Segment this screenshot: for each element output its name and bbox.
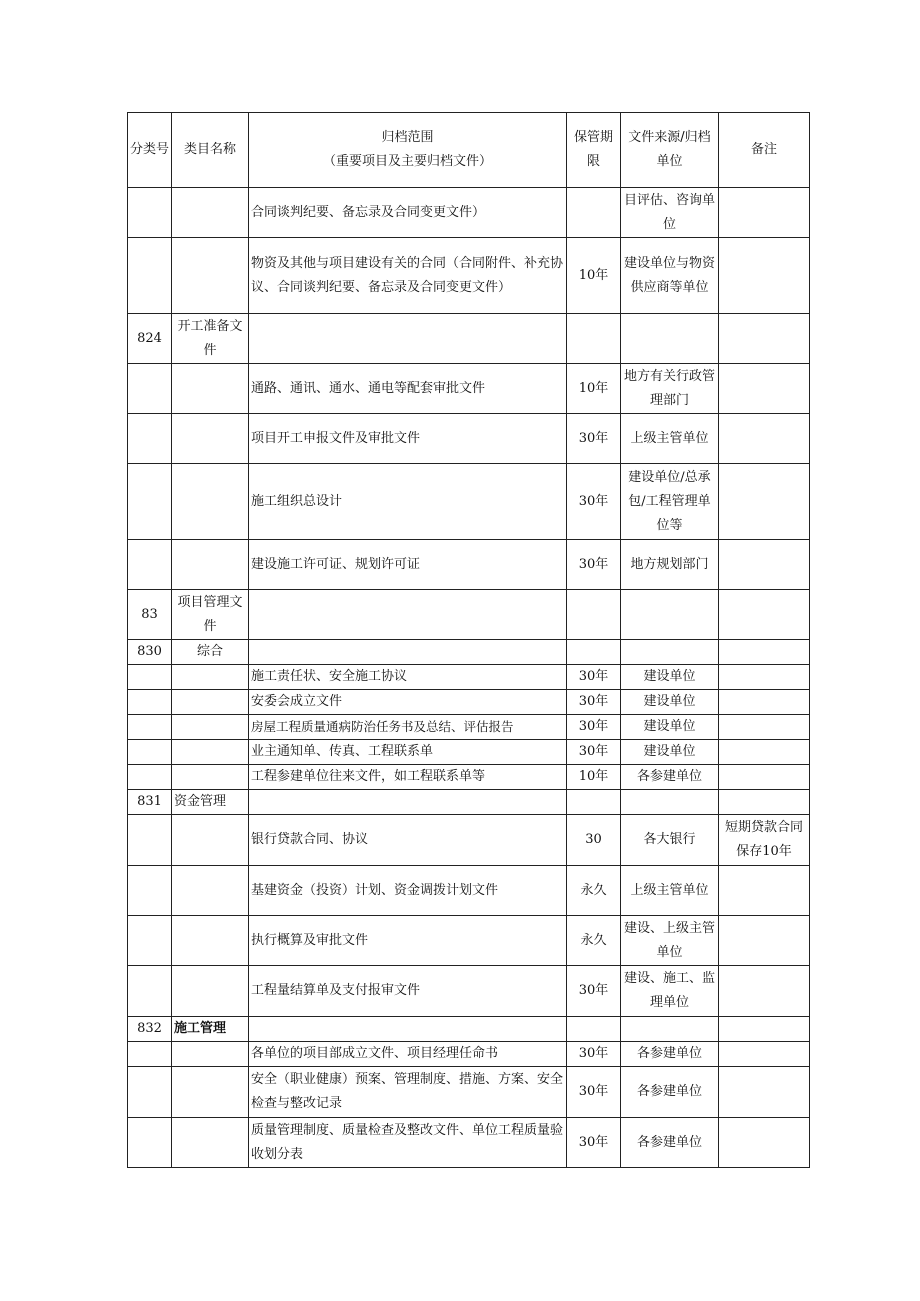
cell-source: 建设单位 — [621, 715, 719, 740]
cell-period: 30年 — [567, 464, 621, 540]
cell-code — [128, 665, 172, 690]
archive-scope-table — [127, 112, 810, 1168]
cell-category — [172, 740, 249, 765]
table-row — [128, 916, 810, 966]
table-row — [128, 414, 810, 464]
cell-source — [621, 640, 719, 665]
cell-period: 30年 — [567, 966, 621, 1017]
cell-category: 施工管理 — [172, 1017, 249, 1042]
cell-remark — [719, 238, 810, 314]
cell-source: 建设单位 — [621, 740, 719, 765]
header-remark: 备注 — [719, 113, 810, 188]
cell-scope: 银行贷款合同、协议 — [249, 815, 567, 866]
table-row — [128, 1118, 810, 1168]
cell-period: 30 — [567, 815, 621, 866]
cell-category: 项目管理文件 — [172, 590, 249, 640]
table-row — [128, 740, 810, 765]
cell-scope: 安全（职业健康）预案、管理制度、措施、方案、安全检查与整改记录 — [249, 1067, 567, 1118]
cell-scope — [249, 314, 567, 364]
cell-scope: 施工组织总设计 — [249, 464, 567, 540]
cell-category — [172, 715, 249, 740]
cell-scope: 安委会成立文件 — [249, 690, 567, 715]
cell-scope: 执行概算及审批文件 — [249, 916, 567, 966]
cell-code — [128, 866, 172, 916]
cell-source: 上级主管单位 — [621, 414, 719, 464]
header-code: 分类号 — [128, 113, 172, 188]
cell-code — [128, 715, 172, 740]
cell-remark — [719, 590, 810, 640]
table-row — [128, 690, 810, 715]
cell-period — [567, 640, 621, 665]
cell-period: 永久 — [567, 916, 621, 966]
cell-remark — [719, 364, 810, 414]
table-row — [128, 540, 810, 590]
cell-source: 建设单位 — [621, 690, 719, 715]
header-source: 文件来源/归档单位 — [621, 113, 719, 188]
cell-period — [567, 590, 621, 640]
cell-scope: 合同谈判纪要、备忘录及合同变更文件） — [249, 188, 567, 238]
cell-code — [128, 815, 172, 866]
cell-code — [128, 1042, 172, 1067]
cell-period: 30年 — [567, 1118, 621, 1168]
cell-remark — [719, 966, 810, 1017]
cell-period: 10年 — [567, 238, 621, 314]
table-row — [128, 790, 810, 815]
header-period: 保管期限 — [567, 113, 621, 188]
cell-category — [172, 414, 249, 464]
cell-remark — [719, 916, 810, 966]
header-scope-subtitle: （重要项目及主要归档文件） — [322, 154, 492, 169]
cell-period: 30年 — [567, 690, 621, 715]
cell-remark — [719, 866, 810, 916]
cell-category — [172, 665, 249, 690]
cell-period: 30年 — [567, 740, 621, 765]
cell-source: 建设单位 — [621, 665, 719, 690]
cell-remark — [719, 790, 810, 815]
table-row — [128, 314, 810, 364]
cell-category — [172, 1118, 249, 1168]
cell-code: 83 — [128, 590, 172, 640]
cell-code — [128, 1067, 172, 1118]
cell-remark — [719, 765, 810, 790]
table-row — [128, 640, 810, 665]
table-row — [128, 364, 810, 414]
cell-remark: 短期贷款合同保存10年 — [719, 815, 810, 866]
cell-scope: 各单位的项目部成立文件、项目经理任命书 — [249, 1042, 567, 1067]
cell-category — [172, 765, 249, 790]
cell-period: 30年 — [567, 665, 621, 690]
cell-category — [172, 815, 249, 866]
cell-category — [172, 916, 249, 966]
cell-remark — [719, 715, 810, 740]
cell-period: 10年 — [567, 765, 621, 790]
cell-period: 30年 — [567, 540, 621, 590]
header-scope-title: 归档范围 — [381, 130, 434, 145]
cell-period — [567, 790, 621, 815]
cell-source: 建设、施工、监理单位 — [621, 966, 719, 1017]
table-row — [128, 665, 810, 690]
table-row — [128, 238, 810, 314]
cell-scope: 项目开工申报文件及审批文件 — [249, 414, 567, 464]
cell-source: 建设、上级主管单位 — [621, 916, 719, 966]
cell-code: 832 — [128, 1017, 172, 1042]
table-row — [128, 866, 810, 916]
cell-period: 30年 — [567, 1067, 621, 1118]
cell-scope: 基建资金（投资）计划、资金调拨计划文件 — [249, 866, 567, 916]
cell-source — [621, 314, 719, 364]
table-row — [128, 715, 810, 740]
cell-category — [172, 238, 249, 314]
cell-scope: 物资及其他与项目建设有关的合同（合同附件、补充协议、合同谈判纪要、备忘录及合同变更文件） — [249, 238, 567, 314]
cell-period — [567, 1017, 621, 1042]
cell-source: 各参建单位 — [621, 765, 719, 790]
cell-source: 各大银行 — [621, 815, 719, 866]
table-row — [128, 1067, 810, 1118]
cell-scope: 施工责任状、安全施工协议 — [249, 665, 567, 690]
cell-source — [621, 1017, 719, 1042]
cell-source — [621, 590, 719, 640]
cell-source: 各参建单位 — [621, 1118, 719, 1168]
cell-source: 建设单位/总承包/工程管理单位等 — [621, 464, 719, 540]
table-header-row — [128, 113, 810, 188]
cell-code — [128, 188, 172, 238]
cell-scope — [249, 640, 567, 665]
cell-remark — [719, 188, 810, 238]
cell-category: 开工准备文件 — [172, 314, 249, 364]
cell-scope: 工程量结算单及支付报审文件 — [249, 966, 567, 1017]
cell-remark — [719, 540, 810, 590]
cell-remark — [719, 690, 810, 715]
cell-period — [567, 188, 621, 238]
cell-source — [621, 790, 719, 815]
cell-scope: 通路、通讯、通水、通电等配套审批文件 — [249, 364, 567, 414]
cell-code: 831 — [128, 790, 172, 815]
cell-scope: 质量管理制度、质量检查及整改文件、单位工程质量验收划分表 — [249, 1118, 567, 1168]
cell-code: 830 — [128, 640, 172, 665]
cell-period: 30年 — [567, 1042, 621, 1067]
cell-period: 30年 — [567, 715, 621, 740]
cell-remark — [719, 314, 810, 364]
table-row — [128, 815, 810, 866]
cell-category — [172, 1067, 249, 1118]
table-row — [128, 188, 810, 238]
cell-source: 上级主管单位 — [621, 866, 719, 916]
cell-scope: 业主通知单、传真、工程联系单 — [249, 740, 567, 765]
table-row — [128, 464, 810, 540]
header-scope — [249, 113, 567, 188]
cell-code — [128, 1118, 172, 1168]
cell-source: 地方规划部门 — [621, 540, 719, 590]
cell-remark — [719, 740, 810, 765]
table-row — [128, 590, 810, 640]
cell-source: 地方有关行政管理部门 — [621, 364, 719, 414]
cell-category — [172, 540, 249, 590]
cell-scope — [249, 1017, 567, 1042]
cell-period: 10年 — [567, 364, 621, 414]
cell-scope — [249, 590, 567, 640]
cell-category — [172, 690, 249, 715]
table-row — [128, 1017, 810, 1042]
cell-remark — [719, 1042, 810, 1067]
cell-code — [128, 414, 172, 464]
cell-remark — [719, 665, 810, 690]
cell-source: 目评估、咨询单位 — [621, 188, 719, 238]
cell-source: 各参建单位 — [621, 1067, 719, 1118]
cell-code — [128, 690, 172, 715]
cell-category: 综合 — [172, 640, 249, 665]
table-row — [128, 765, 810, 790]
cell-scope — [249, 790, 567, 815]
cell-source: 建设单位与物资供应商等单位 — [621, 238, 719, 314]
cell-remark — [719, 1067, 810, 1118]
cell-code — [128, 740, 172, 765]
cell-category: 资金管理 — [172, 790, 249, 815]
cell-source: 各参建单位 — [621, 1042, 719, 1067]
cell-category — [172, 364, 249, 414]
cell-remark — [719, 640, 810, 665]
header-category: 类目名称 — [172, 113, 249, 188]
cell-period — [567, 314, 621, 364]
cell-code — [128, 238, 172, 314]
table-row — [128, 1042, 810, 1067]
cell-category — [172, 1042, 249, 1067]
cell-code — [128, 916, 172, 966]
cell-category — [172, 966, 249, 1017]
table-row — [128, 966, 810, 1017]
cell-code: 824 — [128, 314, 172, 364]
cell-remark — [719, 414, 810, 464]
cell-scope: 房屋工程质量通病防治任务书及总结、评估报告 — [249, 715, 567, 740]
cell-scope: 建设施工许可证、规划许可证 — [249, 540, 567, 590]
cell-code — [128, 364, 172, 414]
cell-category — [172, 464, 249, 540]
cell-remark — [719, 1118, 810, 1168]
cell-remark — [719, 1017, 810, 1042]
cell-code — [128, 464, 172, 540]
cell-code — [128, 966, 172, 1017]
cell-code — [128, 765, 172, 790]
cell-category — [172, 188, 249, 238]
cell-period: 30年 — [567, 414, 621, 464]
cell-code — [128, 540, 172, 590]
cell-scope: 工程参建单位往来文件，如工程联系单等 — [249, 765, 567, 790]
cell-category — [172, 866, 249, 916]
cell-period: 永久 — [567, 866, 621, 916]
cell-remark — [719, 464, 810, 540]
